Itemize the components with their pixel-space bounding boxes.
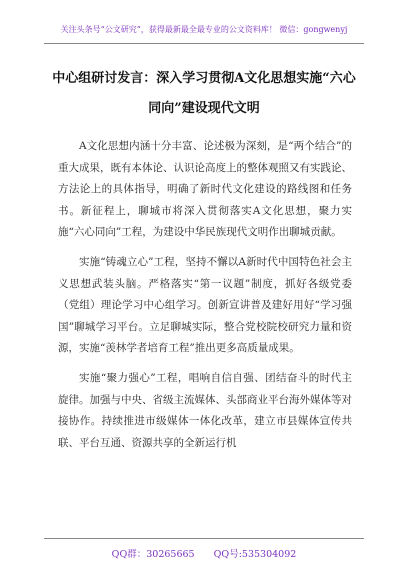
footer-divider [44,538,364,539]
paragraph-2: 实施“铸魂立心”工程，坚持不懈以A新时代中国特色社会主义思想武装头脑。严格落实“第一议题”制度，抓好各级党委（党组）理论学习中心组学习。创新宣讲普及建好用好“学习强国”聊城学习平台。立足聊城实际，整合党校院校研究力量和资源，实施“羡林学者培育工程”推出更多高质量成果。 [58,255,352,355]
paragraph-3: 实施“聚力强心”工程，唱响自信自强、团结奋斗的时代主旋律。加强与中央、省级主流媒体、头部商业平台海外媒体等对接协作。持续推进市级媒体一体化改革，建立市县媒体宣传共联、平台互通、资源共享的全新运行机 [58,371,352,449]
qq-group: QQ群：30265665 [111,549,195,560]
paragraph-1: A文化思想内涵十分丰富、论述极为深刻，是“两个结合”的重大成果，既有本体论、认识论高度上的整体观照又有实践论、方法论上的具体指导，明确了新时代文化建设的路线图和任务书。新征程上，聊城市将深入贯彻落实A文化思想，聚力实施“六心同向”工程，为建设中华民族现代文明作出聊城贡献。 [58,140,352,239]
page-header: 关注头条号“公文研究”，获得最新最全最专业的公文资料库！ 微信：gongwenyj [60,25,348,34]
document-title: 中心组研讨发言：深入学习贯彻A文化思想实施“六心同向”建设现代文明 [52,71,356,116]
page-footer [40,546,368,560]
header-divider [44,43,364,44]
qq-number: QQ号:535304092 [213,549,297,560]
document-body [58,136,352,462]
